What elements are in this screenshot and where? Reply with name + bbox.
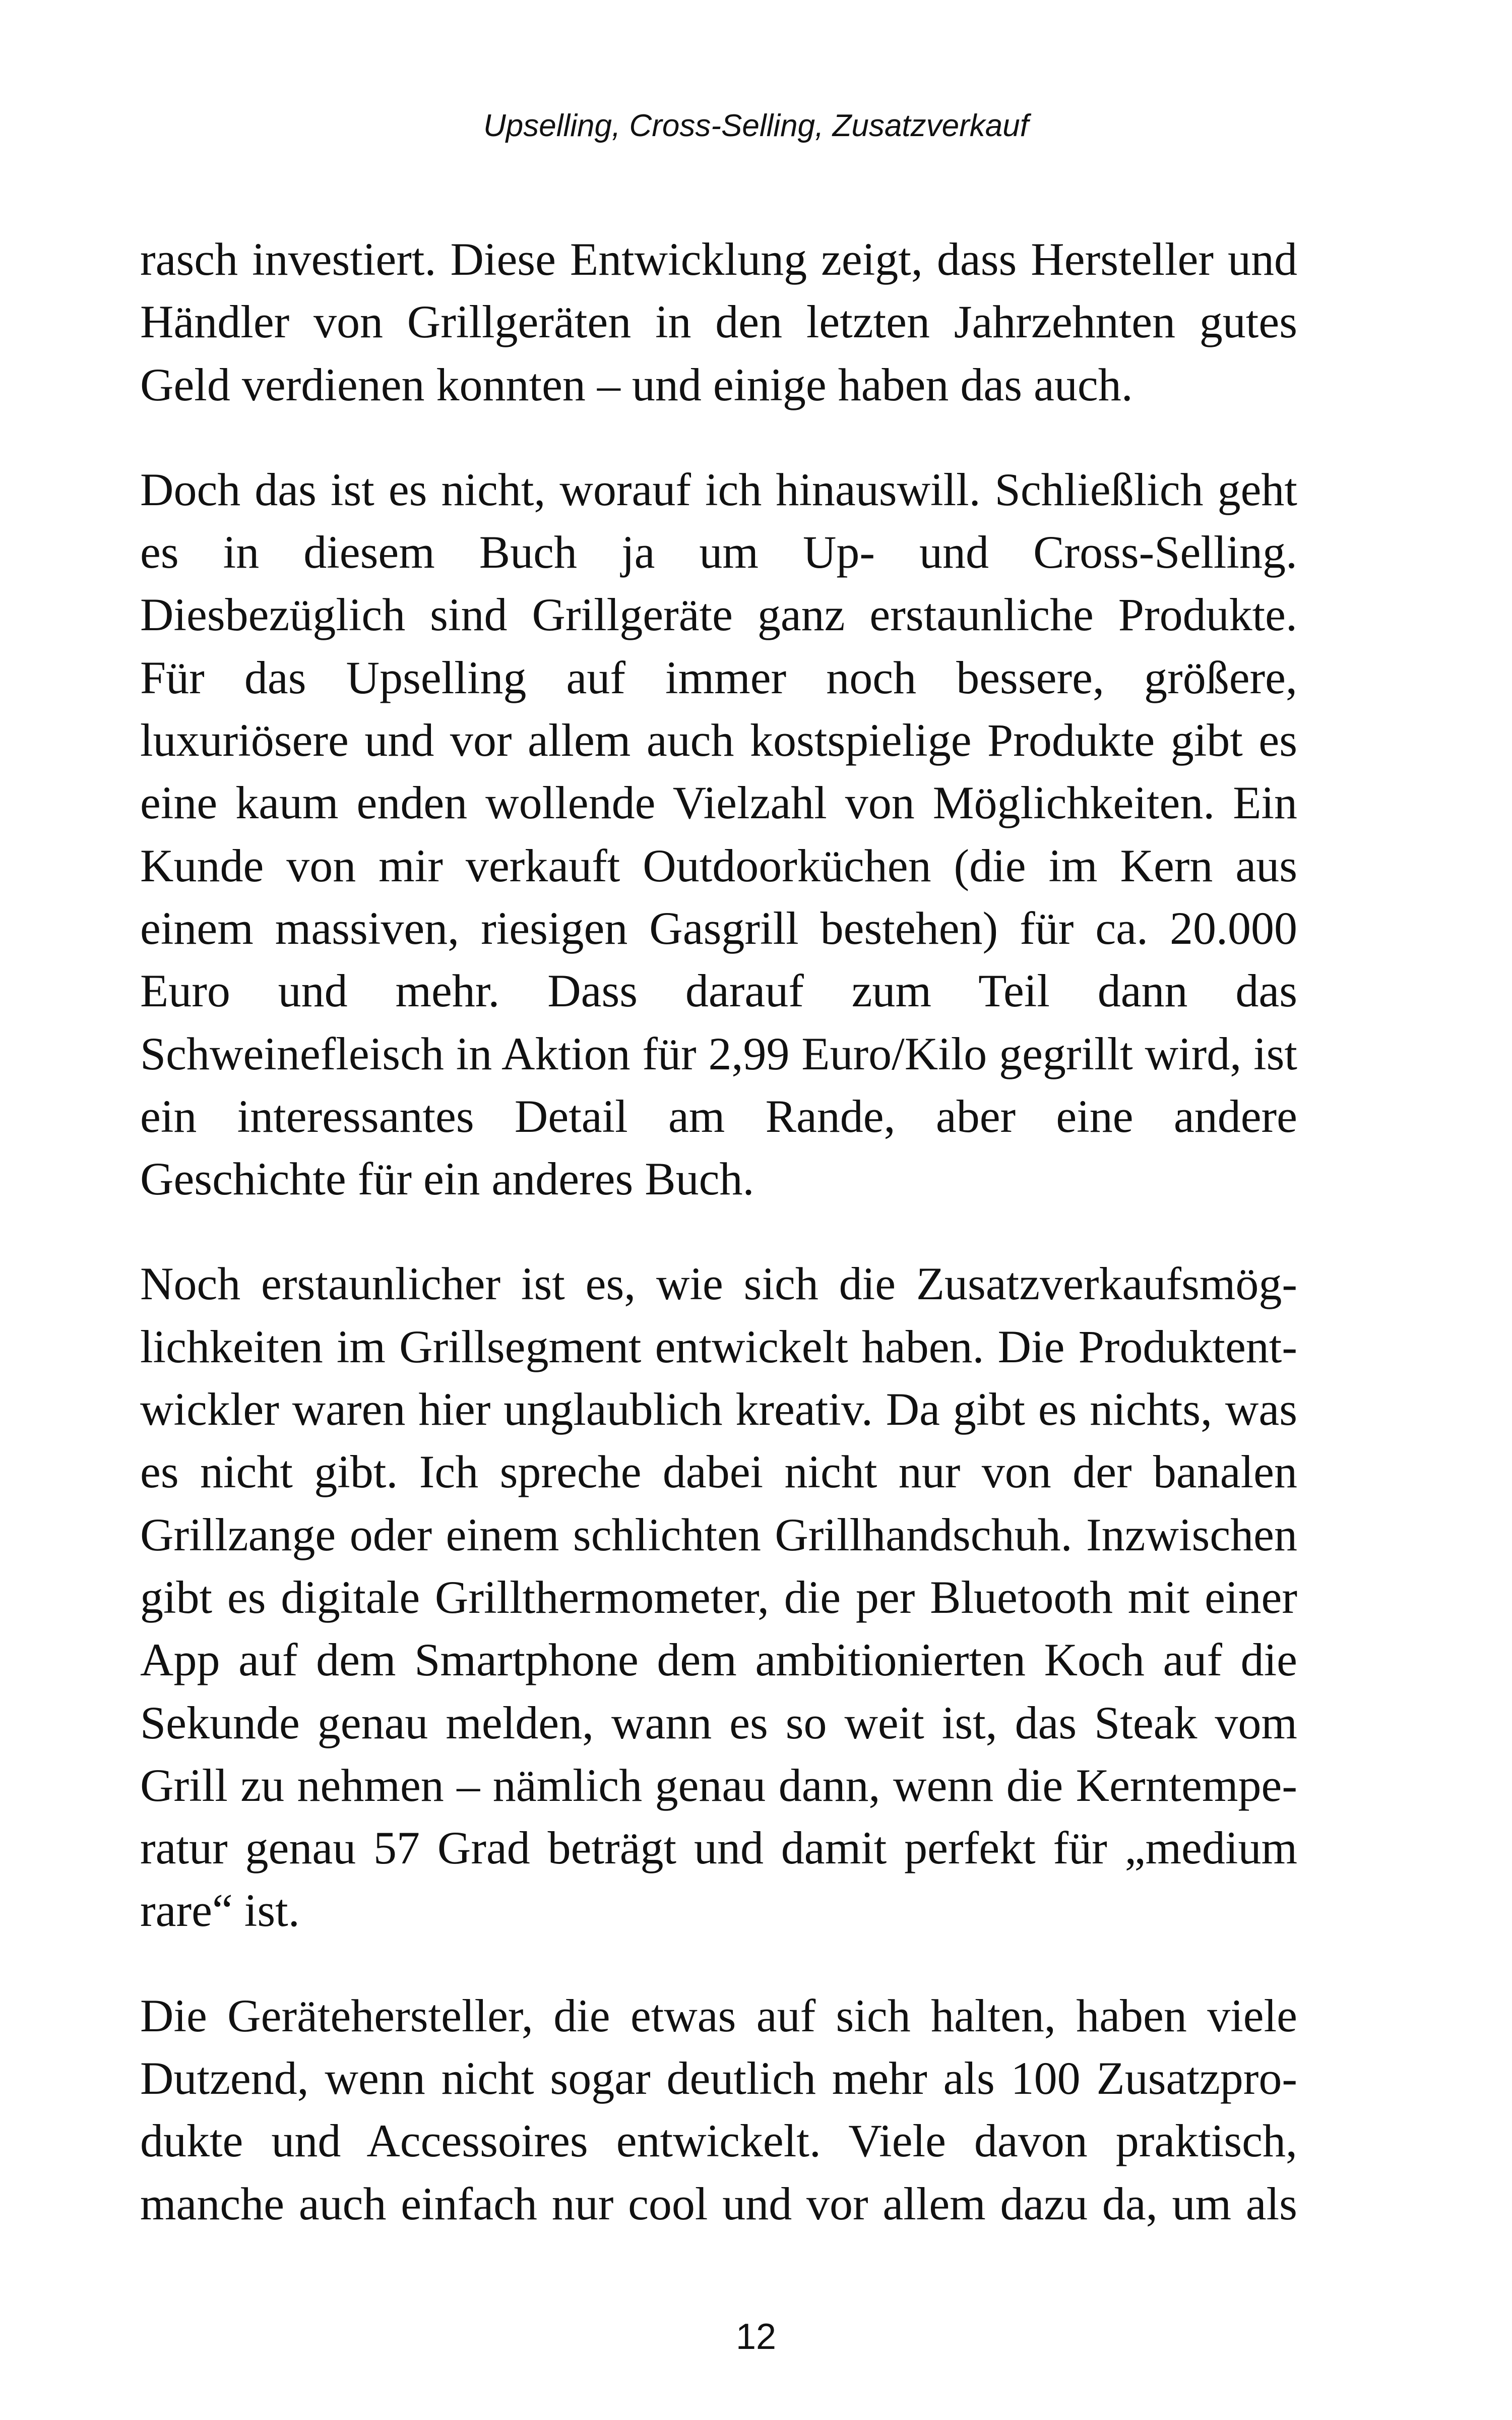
page-number: 12 <box>735 2317 777 2357</box>
text-line: Dutzend, wenn nicht sogar deutlich mehr als 100 Zusatzpro- <box>140 2052 1297 2104</box>
text-line: es in diesem Buch ja um Up- und Cross-Selling. <box>140 526 1297 578</box>
body-text <box>140 228 1297 2277</box>
paragraph <box>140 1984 1297 2235</box>
text-line: Geld verdienen konnten – und einige haben das auch. <box>140 358 1133 410</box>
text-line: Händler von Grillgeräten in den letzten Jahrzehnten gutes <box>140 296 1297 348</box>
text-line: Für das Upselling auf immer noch bessere, größere, <box>140 651 1297 703</box>
text-line: Kunde von mir verkauft Outdoorküchen (die im Kern aus <box>140 839 1297 891</box>
text-line: Grillzange oder einem schlichten Grillhandschuh. Inzwischen <box>140 1508 1297 1560</box>
text-line: Doch das ist es nicht, worauf ich hinauswill. Schließlich geht <box>140 463 1297 515</box>
text-line: es nicht gibt. Ich spreche dabei nicht nur von der banalen <box>140 1446 1297 1498</box>
text-line: manche auch einfach nur cool und vor allem dazu da, um als <box>140 2177 1297 2229</box>
text-line: dukte und Accessoires entwickelt. Viele davon praktisch, <box>140 2115 1297 2167</box>
text-line: lichkeiten im Grillsegment entwickelt haben. Die Produktent- <box>140 1320 1297 1372</box>
text-line: Euro und mehr. Dass darauf zum Teil dann das <box>140 965 1297 1017</box>
text-line: ratur genau 57 Grad beträgt und damit perfekt für „medium <box>140 1822 1297 1874</box>
text-line: eine kaum enden wollende Vielzahl von Möglichkeiten. Ein <box>140 777 1297 829</box>
text-line: gibt es digitale Grillthermometer, die per Bluetooth mit einer <box>140 1571 1297 1623</box>
text-line: Schweinefleisch in Aktion für 2,99 Euro/Kilo gegrillt wird, ist <box>140 1027 1297 1079</box>
paragraph <box>140 458 1297 1211</box>
text-line: Geschichte für ein anderes Buch. <box>140 1153 754 1205</box>
text-line: Grill zu nehmen – nämlich genau dann, wenn die Kerntempe- <box>140 1759 1297 1811</box>
text-line: Diesbezüglich sind Grillgeräte ganz erstaunliche Produkte. <box>140 589 1297 641</box>
text-line: App auf dem Smartphone dem ambitionierten Koch auf die <box>140 1634 1297 1686</box>
text-line: Noch erstaunlicher ist es, wie sich die Zusatzverkaufsmög- <box>140 1258 1297 1310</box>
text-line: einem massiven, riesigen Gasgrill bestehen) für ca. 20.000 <box>140 902 1297 954</box>
text-line: luxuriösere und vor allem auch kostspielige Produkte gibt es <box>140 714 1297 766</box>
text-line: Die Gerätehersteller, die etwas auf sich halten, haben viele <box>140 1989 1297 2041</box>
text-line: ein interessantes Detail am Rande, aber eine andere <box>140 1090 1297 1142</box>
text-line: Sekunde genau melden, wann es so weit ist, das Steak vom <box>140 1697 1297 1748</box>
paragraph <box>140 228 1297 416</box>
text-line: rasch investiert. Diese Entwicklung zeigt, dass Hersteller und <box>140 233 1297 285</box>
text-line: rare“ ist. <box>140 1885 300 1937</box>
text-line: wickler waren hier unglaublich kreativ. Da gibt es nichts, was <box>140 1383 1297 1435</box>
paragraph <box>140 1252 1297 1942</box>
running-head: Upselling, Cross-Selling, Zusatzverkauf <box>483 108 1029 143</box>
